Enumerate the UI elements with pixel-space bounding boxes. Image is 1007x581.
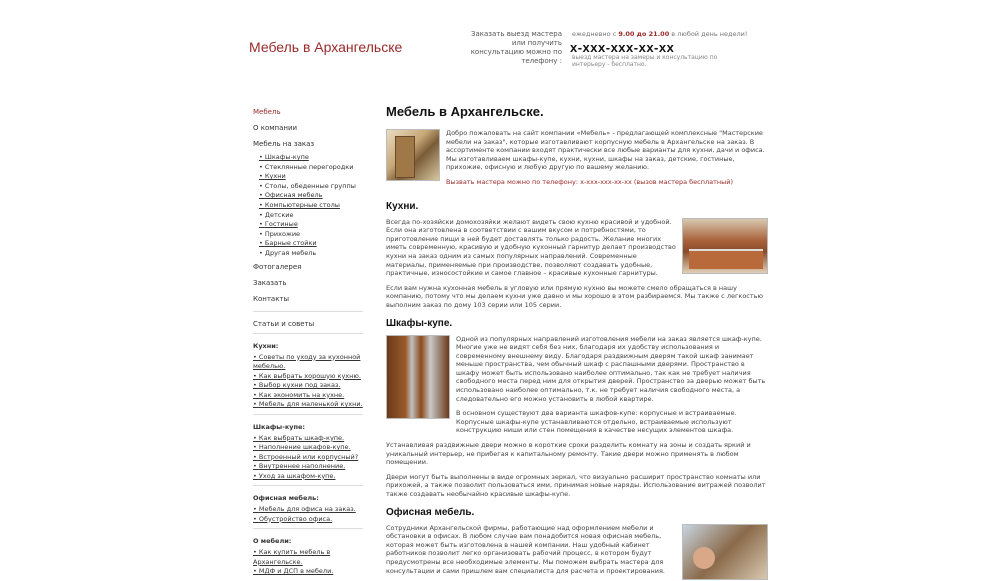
- order-note: выезд мастера на замеры и консультацию по интерьеру - бесплатно.: [572, 54, 718, 68]
- nav-sub-item[interactable]: • Компьютерные столы: [259, 201, 363, 211]
- sidebar-divider: [253, 414, 363, 415]
- nav-sub-item[interactable]: • Другая мебель: [259, 249, 363, 259]
- wardrobes-text-3: Устанавливая раздвижные двери можно в короткие сроки разделить комнату на зоны и создать яркий и уникальный интерьер, не прибегая к капитальному ремонту. Такие двери можно применять в любом помещении.: [386, 441, 751, 467]
- header: [0, 0, 1007, 80]
- nav-sub-item[interactable]: • Детские: [259, 211, 363, 221]
- intro-row: [386, 129, 768, 193]
- article-link[interactable]: • Мебель для офиса на заказ.: [253, 505, 363, 515]
- order-hours-post: в любой день недели!: [671, 30, 748, 38]
- article-link[interactable]: • Встроенный или корпусный?: [253, 453, 363, 463]
- order-hours-time: 9.00 до 21.00: [618, 30, 670, 38]
- nav-sub-item[interactable]: • Офисная мебель: [259, 191, 363, 201]
- nav-sub-item[interactable]: • Прихожие: [259, 230, 363, 240]
- sidebar-divider: [253, 528, 363, 529]
- article-group-title: Шкафы-купе:: [253, 422, 305, 431]
- nav-item-about[interactable]: О компании: [253, 124, 298, 132]
- wardrobe-photo: [386, 335, 450, 419]
- order-hours: [572, 30, 747, 38]
- section-title-kitchens: Кухни.: [386, 200, 419, 212]
- articles-title: Статьи и советы: [253, 319, 315, 328]
- sidebar-divider: [253, 311, 363, 312]
- article-group-title: О мебели:: [253, 537, 292, 546]
- section-title-office: Офисная мебель.: [386, 506, 475, 518]
- kitchens-text-1: Всегда по-хозяйски домохозяйки желают видеть свою кухню красивой и удобной. Если она изготовлена в соответствии с вашим вкусом и потребностями, то приготовление пищи в ней будет доставлять только радость. Желание многих иметь современную, красивую и удобную кухонный гарнитур делает производство кухни на заказ одним из самых популярных направлений. Современные материалы, применяемые при производстве, позволяют создавать удобные, практичные, износостойкие и самое главное – красивые кухонные гарнитуры.: [386, 217, 676, 278]
- section-kitchens: [386, 218, 768, 284]
- site-title[interactable]: Мебель в Архангельске: [249, 39, 403, 55]
- wardrobes-text-2: В основном существуют два варианта шкафов-купе: корпусные и встраиваемые. Корпусные шкафы-купе устанавливаются отдельно, встраиваемые используют конструкцию ниши или стен помещения в качестве несущих элементов шкафа.: [456, 409, 737, 435]
- kitchen-photo: [682, 218, 768, 274]
- article-link[interactable]: • Как выбрать хорошую кухню.: [253, 372, 363, 382]
- order-label: Заказать выезд мастера или получить консультацию можно по телефону :: [470, 30, 562, 65]
- article-link[interactable]: • Внутреннее наполнение.: [253, 462, 363, 472]
- nav-submenu: [259, 153, 363, 259]
- article-link[interactable]: • Уход за шкафом-купе.: [253, 472, 363, 482]
- nav-sub-item[interactable]: • Шкафы-купе: [259, 153, 363, 163]
- main-content: [386, 104, 768, 581]
- article-group-title: Офисная мебель:: [253, 494, 319, 503]
- nav-item-gallery[interactable]: Фотогалерея: [253, 262, 302, 271]
- phone-number: x-xxx-xxx-xx-xx: [570, 40, 675, 55]
- article-link[interactable]: • Мебель для маленькой кухни.: [253, 400, 363, 410]
- interior-photo: [386, 129, 440, 181]
- office-text-1: Сотрудники Архангельской фирмы, работающие над оформлением мебели и обстановки в офисах. В любом случае вам понадобится новая офисная мебель, которая может быть изготовлена в нашей компании. Наш удобный кабинет работников позволит легко организовать рабочий процесс, в котором будут предусмотрены все необходимые элементы. Мы поможем выбрать мастера для консультации и сами пришлем вам специалиста для расчета и проектирования.: [386, 523, 665, 575]
- sidebar-divider: [253, 485, 363, 486]
- nav-item-home[interactable]: Мебель: [253, 108, 281, 116]
- section-title-wardrobes: Шкафы-купе.: [386, 317, 453, 329]
- article-link[interactable]: • Как выбрать шкаф-купе.: [253, 434, 363, 444]
- article-link[interactable]: • Выбор кухни под заказ.: [253, 381, 363, 391]
- nav-sub-item[interactable]: • Стеклянные перегородки: [259, 163, 363, 173]
- article-link[interactable]: • Как купить мебель в Архангельске.: [253, 548, 363, 567]
- sidebar-divider: [253, 333, 363, 334]
- article-link[interactable]: • МДФ и ДСП в мебели.: [253, 567, 363, 577]
- nav-sub-item[interactable]: • Гостиные: [259, 220, 363, 230]
- article-group-title: Кухни:: [253, 341, 279, 350]
- nav-item-contacts[interactable]: Контакты: [253, 294, 290, 303]
- office-photo: [682, 524, 768, 580]
- wardrobes-text-1: Одной из популярных направлений изготовления мебели на заказ является шкаф-купе. Многие уже не видят себя без них, благодаря их удобству использования и современному внешнему виду. Благодаря раздвижным дверям такой шкаф занимает меньше пространства, чем обычный шкаф с распашными дверями. Пространство в шкафу может быть использовано наиболее оптимально, так как не требует наличия свободного места перед ним для открытия дверей. Пространство за дверью может быть использовано наиболее оптимально, т.к. не требует наличия свободного места, а следовательно его можно установить в любой квартире.: [456, 334, 766, 403]
- article-link[interactable]: • Обустройство офиса.: [253, 515, 363, 525]
- kitchens-text-2: Если вам нужна кухонная мебель в угловую или прямую кухню вы можете смело обращаться в нашу компанию, потому что мы делаем кухни уже давно и мы хорошо в этом разбираемся. Мы также с легкостью выполним заказ по дому 103 серии или 105 серии.: [386, 283, 763, 309]
- article-link[interactable]: • Советы по уходу за кухонной мебелью.: [253, 353, 363, 372]
- intro-text: Добро пожаловать на сайт компании «Мебель» - предлагающей комплексные "Мастерские мебели на заказ", которые изготавливают корпусную мебель в Архангельске на заказ. В ассортименте компании входят практически все любые варианты для кухни, дачи и офиса. Мы изготавливаем шкафы-купе, кухни, кухни, шкафы на заказ, детские, гостиные, прихожие, офисную и любую другую по вашему желанию.: [446, 129, 765, 172]
- order-hours-pre: ежедневно с: [572, 30, 617, 38]
- order-box: [462, 30, 748, 70]
- section-wardrobes: [386, 335, 768, 442]
- article-link[interactable]: • Как экономить на кухне.: [253, 391, 363, 401]
- section-office: [386, 524, 768, 581]
- nav-item-custom-furniture[interactable]: Мебель на заказ: [253, 140, 315, 148]
- nav-item-order[interactable]: Заказать: [253, 278, 287, 287]
- nav-sub-item[interactable]: • Барные стойки: [259, 239, 363, 249]
- page-title: Мебель в Архангельске.: [386, 104, 544, 119]
- nav-sub-item[interactable]: • Кухни: [259, 172, 363, 182]
- wardrobes-text-4: Двери могут быть выполнены в виде огромных зеркал, что визуально расширит пространство комнаты или прихожей, а также позволит пользоваться ими, принимая новые наряды. Использование витражей позволит также создавать необычайно красивые шкафы-купе.: [386, 472, 766, 498]
- sidebar: [253, 108, 363, 577]
- nav-sub-item[interactable]: • Столы, обеденные группы: [259, 182, 363, 192]
- article-link[interactable]: • Наполнение шкафов-купе.: [253, 443, 363, 453]
- intro-phone-text: Вызвать мастера можно по телефону: x-xxx-xxx-xx-xx (вызов мастера бесплатный): [446, 177, 734, 186]
